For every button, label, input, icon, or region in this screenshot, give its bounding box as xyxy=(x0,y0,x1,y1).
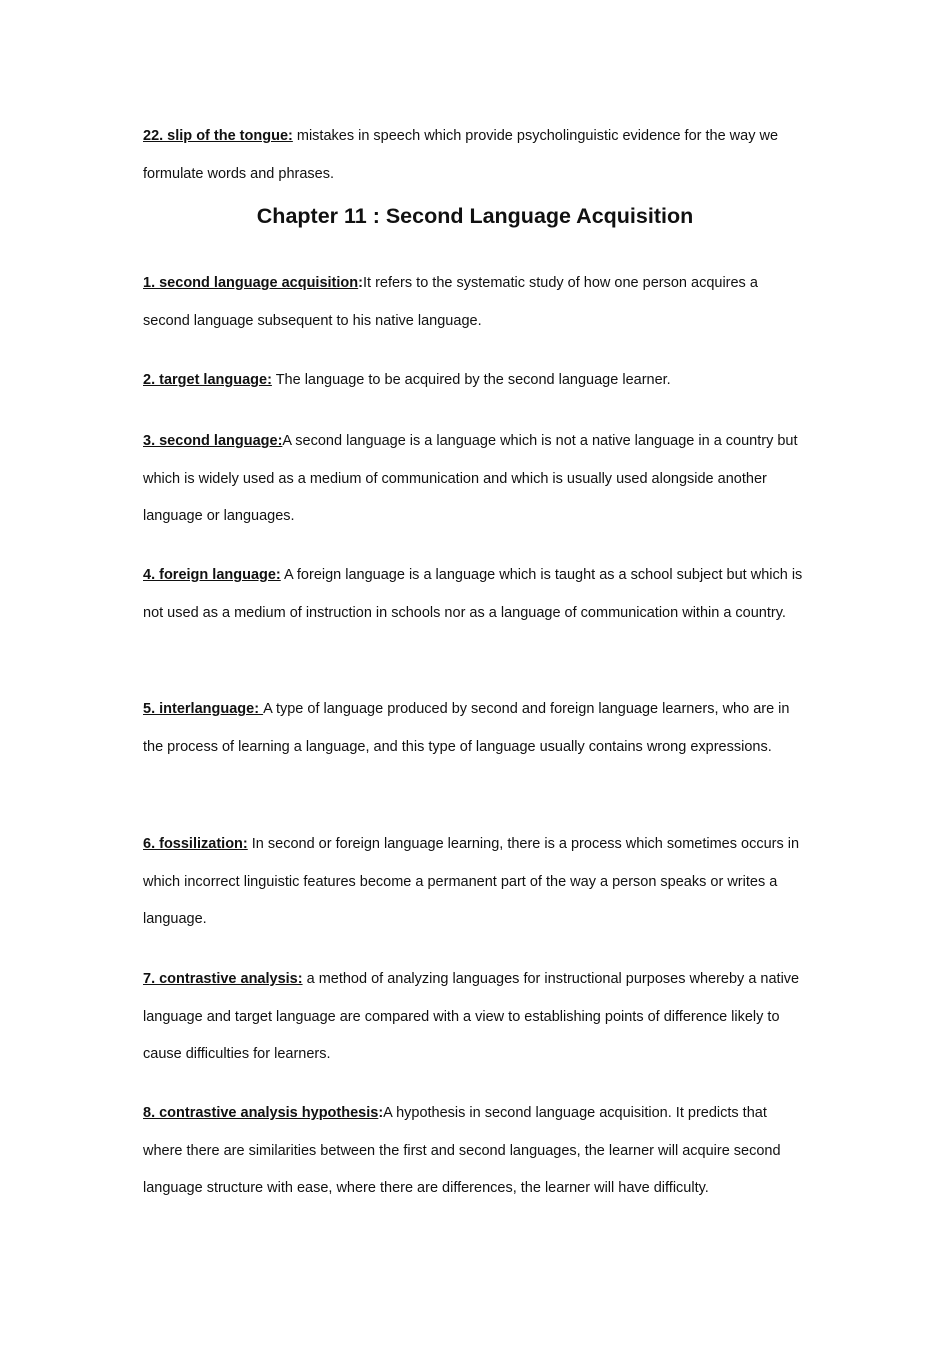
entry-definition: A hypothesis in second language acquisition. It predicts that where there are similarities between the first and second languages, the learner will acquire second language structure with ease, where there are differences, the learner will have difficulty. xyxy=(143,1105,781,1196)
entry-definition: mistakes in speech which provide psycholinguistic evidence for the way we formulate words and phrases. xyxy=(143,128,779,182)
entry-definition: A foreign language is a language which is taught as a school subject but which is not used as a medium of instruction in schools nor as a language of communication within a country. xyxy=(143,567,803,621)
entry-definition: It refers to the systematic study of how one person acquires a second language subsequent to his native language. xyxy=(143,275,758,329)
entry-term: 4. foreign language: xyxy=(143,567,281,583)
entry-foreign-language xyxy=(143,557,807,632)
entry-definition: A type of language produced by second and foreign language learners, who are in the process of learning a language, and this type of language usually contains wrong expressions. xyxy=(143,701,790,755)
entry-colon: : xyxy=(378,1105,384,1121)
entry-definition: a method of analyzing languages for instructional purposes whereby a native language and target language are compared with a view to establishing points of difference likely to cause difficulties for learners. xyxy=(143,971,800,1062)
entry-colon: : xyxy=(358,275,363,291)
entry-term: 3. second language: xyxy=(143,433,283,449)
entry-term: 7. contrastive analysis: xyxy=(143,971,303,987)
entry-term: 1. second language acquisition xyxy=(143,275,359,291)
entry-slip-of-the-tongue xyxy=(143,118,807,193)
entry-definition: A second language is a language which is not a native language in a country but which is widely used as a medium of communication and which is usually used alongside another language or languages. xyxy=(143,433,798,524)
entry-term: 6. fossilization: xyxy=(143,836,248,852)
entry-second-language-acquisition xyxy=(143,265,807,340)
entry-second-language xyxy=(143,423,807,536)
entry-fossilization xyxy=(143,826,807,939)
entry-definition: In second or foreign language learning, there is a process which sometimes occurs in which incorrect linguistic features become a permanent part of the way a person speaks or writes a language. xyxy=(143,836,800,927)
entry-term: 8. contrastive analysis hypothesis xyxy=(143,1105,379,1121)
entry-term: 5. interlanguage: xyxy=(143,701,264,717)
chapter-title: Chapter 11 : Second Language Acquisition xyxy=(256,204,694,228)
entry-target-language xyxy=(143,362,807,400)
entry-contrastive-analysis xyxy=(143,961,807,1074)
entry-interlanguage xyxy=(143,691,807,766)
entry-contrastive-analysis-hypothesis xyxy=(143,1095,807,1208)
entry-definition: The language to be acquired by the second language learner. xyxy=(271,372,671,388)
entry-term: 22. slip of the tongue: xyxy=(143,128,293,144)
entry-term: 2. target language: xyxy=(143,372,272,388)
